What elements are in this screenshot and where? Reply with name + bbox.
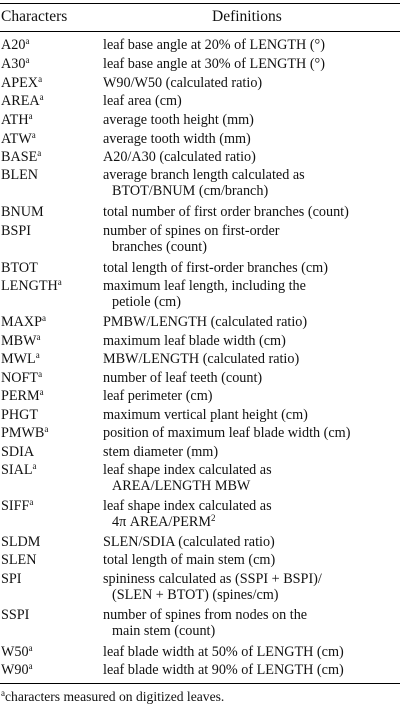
definition-line: [103, 645, 399, 659]
definition-text: branches (count): [112, 239, 207, 255]
character-definition: [103, 371, 399, 385]
character-code-text: ATW: [1, 131, 32, 147]
character-code-text: PERM: [1, 388, 40, 404]
character-definition: [103, 224, 399, 254]
character-code-text: SIAL: [1, 462, 33, 478]
definition-text: MBW/LENGTH (calculated ratio): [103, 351, 300, 367]
definition-line: [103, 426, 399, 440]
exponent: 2: [211, 513, 216, 523]
definition-text: average branch length calculated as: [103, 167, 305, 183]
character-definition: [103, 94, 399, 108]
header-characters: Characters: [1, 8, 68, 25]
character-code-text: SPI: [1, 571, 22, 587]
definition-text: total length of main stem (cm): [103, 552, 276, 568]
character-definition: [103, 645, 399, 659]
character-code: [1, 150, 41, 164]
character-code-text: APEX: [1, 75, 39, 91]
character-definition: [103, 426, 399, 440]
footnote-marker: a: [28, 643, 33, 653]
character-code-text: A30: [1, 56, 26, 72]
character-code: [1, 205, 44, 219]
character-code: [1, 224, 31, 238]
definition-line: [103, 463, 399, 477]
definition-text: number of leaf teeth (count): [103, 370, 263, 386]
definition-line: [103, 205, 399, 219]
character-code: [1, 315, 46, 329]
definition-line: [103, 224, 399, 238]
character-code: [1, 94, 44, 108]
character-code-text: SSPI: [1, 607, 30, 623]
definition-line: [103, 315, 399, 329]
footnote-marker: a: [25, 36, 30, 46]
character-code-text: PHGT: [1, 407, 39, 423]
definition-text: maximum leaf blade width (cm): [103, 333, 286, 349]
character-code-text: BSPI: [1, 223, 31, 239]
character-code: [1, 663, 33, 677]
definition-text: number of spines on first-order: [103, 223, 280, 239]
table-footnote: [1, 689, 224, 705]
definition-text: maximum leaf length, including the: [103, 278, 306, 294]
footnote-marker: a: [31, 130, 36, 140]
character-definition: [103, 168, 399, 198]
character-definition: [103, 315, 399, 329]
character-code: [1, 608, 29, 622]
definition-text: maximum vertical plant height (cm): [103, 407, 308, 423]
definition-text: AREA/LENGTH MBW: [112, 478, 251, 494]
footnote-marker: a: [28, 661, 33, 671]
character-definition: [103, 76, 399, 90]
character-definition: [103, 389, 399, 403]
character-code: [1, 408, 38, 422]
character-code-text: BASE: [1, 149, 38, 165]
character-definition: [103, 352, 399, 366]
definition-line: [103, 389, 399, 403]
definition-text: leaf base angle at 30% of LENGTH (°): [103, 56, 325, 72]
footnote-marker: a: [36, 332, 41, 342]
definition-line: [103, 608, 399, 622]
definition-line: [103, 150, 399, 164]
character-definition: [103, 132, 399, 146]
character-definition: [103, 499, 399, 529]
character-code: [1, 57, 29, 71]
definition-text: PMBW/LENGTH (calculated ratio): [103, 314, 308, 330]
character-code-text: LENGTH: [1, 278, 58, 294]
footnote-marker: a: [57, 277, 62, 287]
character-definition: [103, 445, 399, 459]
definition-text: (SLEN + BTOT) (spines/cm): [112, 587, 279, 603]
character-code: [1, 426, 48, 440]
footnote-marker: a: [28, 111, 33, 121]
character-code-text: NOFT: [1, 370, 39, 386]
footnote-marker: a: [39, 387, 44, 397]
table-header-rule: [0, 31, 400, 32]
definition-line: [103, 572, 399, 586]
definition-text: W90/W50 (calculated ratio): [103, 75, 263, 91]
definition-line: [103, 113, 399, 127]
character-code: [1, 113, 33, 127]
definition-line: [103, 479, 399, 493]
definition-line: [103, 261, 399, 275]
footnote-marker: a: [38, 74, 43, 84]
character-code: [1, 499, 33, 513]
footnote-mark: a: [1, 688, 5, 698]
definition-text: average tooth width (mm): [103, 131, 251, 147]
character-code: [1, 572, 22, 586]
character-code: [1, 535, 40, 549]
character-code-text: AREA: [1, 93, 40, 109]
character-code-text: W90: [1, 662, 29, 678]
footnote-marker: a: [32, 461, 37, 471]
character-code-text: MWL: [1, 351, 36, 367]
character-code-text: SDIA: [1, 444, 35, 460]
character-definition: [103, 535, 399, 549]
footnote-marker: a: [39, 92, 44, 102]
character-definition: [103, 261, 399, 275]
character-code: [1, 553, 36, 567]
character-definition: [103, 408, 399, 422]
character-definition: [103, 553, 399, 567]
footnote-marker: a: [42, 313, 46, 323]
character-code-text: ATH: [1, 112, 29, 128]
definition-line: [103, 445, 399, 459]
definition-text: SLEN/SDIA (calculated ratio): [103, 534, 275, 550]
definition-line: [103, 168, 399, 182]
definition-text: leaf shape index calculated as: [103, 498, 272, 514]
definition-text: petiole (cm): [112, 294, 181, 310]
definition-text: spininess calculated as (SSPI + BSPI)/: [103, 571, 322, 587]
character-definition: [103, 663, 399, 677]
footnote-marker: a: [37, 148, 42, 158]
character-code: [1, 371, 42, 385]
definition-line: [103, 499, 399, 513]
definition-line: [103, 334, 399, 348]
character-code: [1, 38, 29, 52]
character-code: [1, 279, 62, 293]
character-code-text: A20: [1, 37, 26, 53]
character-code-text: BNUM: [1, 204, 44, 220]
definition-line: [103, 132, 399, 146]
definition-line: [103, 408, 399, 422]
definition-line: [103, 624, 399, 638]
footnote-text: characters measured on digitized leaves.: [5, 689, 225, 704]
character-definition: [103, 608, 399, 638]
definition-text: leaf shape index calculated as: [103, 462, 272, 478]
character-definition: [103, 113, 399, 127]
character-definition: [103, 57, 399, 71]
character-code-text: SLEN: [1, 552, 37, 568]
character-definition: [103, 279, 399, 309]
definition-text: stem diameter (mm): [103, 444, 219, 460]
table-top-rule: [0, 3, 400, 4]
definition-line: [103, 371, 399, 385]
definition-text: leaf perimeter (cm): [103, 388, 213, 404]
footnote-marker: a: [29, 497, 34, 507]
definition-line: [103, 94, 399, 108]
definition-text: average tooth height (mm): [103, 112, 254, 128]
character-code-text: SLDM: [1, 534, 41, 550]
definition-text: total length of first-order branches (cm): [103, 260, 328, 276]
definition-text: number of spines from nodes on the: [103, 607, 308, 623]
definition-line: [103, 588, 399, 602]
character-definition: [103, 334, 399, 348]
character-code: [1, 645, 33, 659]
character-code: [1, 261, 38, 275]
header-definitions: Definitions: [212, 8, 282, 25]
table-bottom-rule: [0, 683, 400, 684]
character-code: [1, 352, 40, 366]
definition-line: [103, 240, 399, 254]
footnote-marker: a: [25, 55, 30, 65]
definition-line: [103, 279, 399, 293]
definition-line: [103, 515, 399, 529]
definition-text: A20/A30 (calculated ratio): [103, 149, 256, 165]
definition-line: [103, 57, 399, 71]
character-code-text: MBW: [1, 333, 37, 349]
definition-line: [103, 535, 399, 549]
definition-line: [103, 38, 399, 52]
definition-text: total number of first order branches (count): [103, 204, 349, 220]
definition-line: [103, 295, 399, 309]
definition-line: [103, 184, 399, 198]
character-code: [1, 445, 34, 459]
character-code: [1, 463, 37, 477]
character-code-text: BTOT: [1, 260, 38, 276]
character-code-text: SIFF: [1, 498, 30, 514]
character-code-text: MAXP: [1, 314, 42, 330]
character-code: [1, 132, 36, 146]
character-code-text: W50: [1, 644, 29, 660]
definition-text: leaf base angle at 20% of LENGTH (°): [103, 37, 325, 53]
definition-text: leaf blade width at 90% of LENGTH (cm): [103, 662, 344, 678]
character-code-text: PMWB: [1, 425, 45, 441]
character-code: [1, 389, 44, 403]
character-definition: [103, 463, 399, 493]
character-definition: [103, 38, 399, 52]
character-definition: [103, 150, 399, 164]
definition-text: leaf area (cm): [103, 93, 182, 109]
definition-text: main stem (count): [112, 623, 216, 639]
character-definition: [103, 572, 399, 602]
footnote-marker: a: [35, 350, 40, 360]
footnote-marker: a: [38, 369, 43, 379]
definition-text: 4π AREA/PERM: [112, 514, 212, 530]
definition-line: [103, 553, 399, 567]
character-code-text: BLEN: [1, 167, 39, 183]
definition-text: BTOT/BNUM (cm/branch): [112, 183, 269, 199]
character-code: [1, 168, 38, 182]
character-code: [1, 334, 40, 348]
definition-line: [103, 352, 399, 366]
definition-line: [103, 76, 399, 90]
definition-line: [103, 663, 399, 677]
definition-text: position of maximum leaf blade width (cm): [103, 425, 351, 441]
definition-text: leaf blade width at 50% of LENGTH (cm): [103, 644, 344, 660]
character-definition: [103, 205, 399, 219]
character-code: [1, 76, 42, 90]
footnote-marker: a: [44, 424, 49, 434]
